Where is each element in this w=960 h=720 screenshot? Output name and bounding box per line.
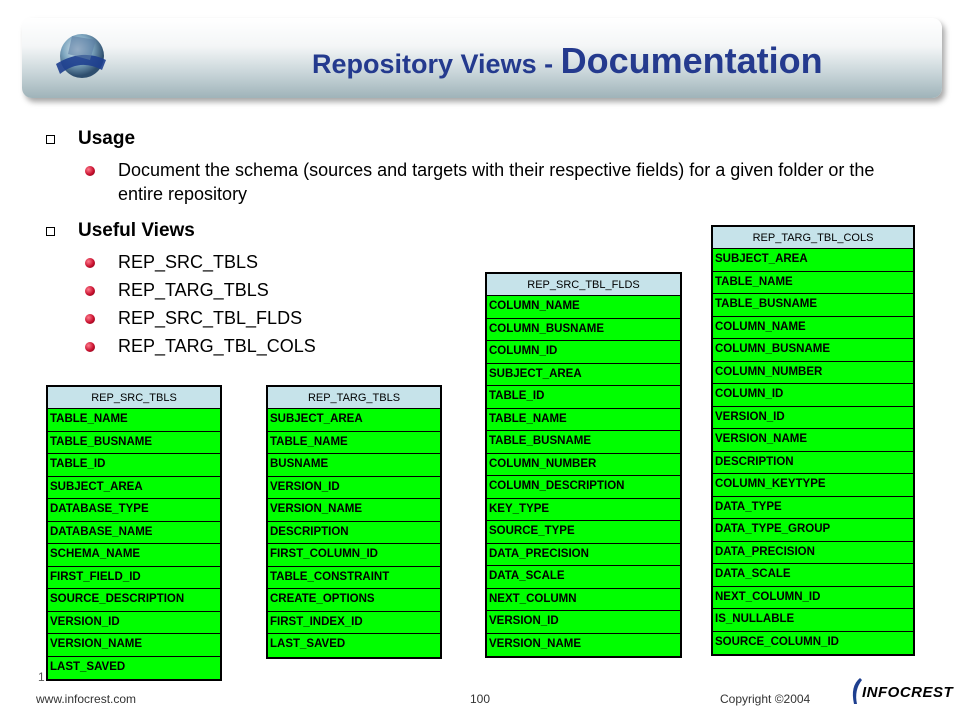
- table-row: COLUMN_ID: [713, 384, 913, 407]
- table-row: VERSION_ID: [713, 407, 913, 430]
- title-main: Documentation: [560, 40, 823, 81]
- table-row: TABLE_NAME: [487, 409, 680, 432]
- title-prefix: Repository Views -: [312, 49, 561, 79]
- round-bullet-icon: [85, 258, 95, 268]
- table-row: SOURCE_COLUMN_ID: [713, 632, 913, 655]
- table-row: DATA_TYPE_GROUP: [713, 519, 913, 542]
- table-row: LAST_SAVED: [48, 657, 220, 680]
- table-row: DATA_TYPE: [713, 497, 913, 520]
- view-item-label: REP_SRC_TBL_FLDS: [118, 308, 303, 328]
- round-bullet-icon: [85, 314, 95, 324]
- table-row: TABLE_NAME: [268, 432, 440, 455]
- table-row: TABLE_ID: [48, 454, 220, 477]
- table-header: REP_SRC_TBLS: [48, 387, 220, 409]
- table-row: COLUMN_ID: [487, 341, 680, 364]
- table-row: SUBJECT_AREA: [487, 364, 680, 387]
- table-row: VERSION_NAME: [48, 634, 220, 657]
- table-row: COLUMN_NAME: [713, 317, 913, 340]
- table-rep-targ-tbl-cols: [711, 225, 915, 656]
- table-rep-src-tbls: [46, 385, 222, 681]
- table-row: DATA_PRECISION: [713, 542, 913, 565]
- table-row: DESCRIPTION: [713, 452, 913, 475]
- table-row: VERSION_ID: [487, 611, 680, 634]
- table-row: FIRST_COLUMN_ID: [268, 544, 440, 567]
- round-bullet-icon: [85, 286, 95, 296]
- table-row: TABLE_NAME: [48, 409, 220, 432]
- table-header: REP_TARG_TBLS: [268, 387, 440, 409]
- square-bullet-icon: [46, 227, 55, 236]
- round-bullet-icon: [85, 166, 95, 176]
- table-row: VERSION_NAME: [713, 429, 913, 452]
- table-row: VERSION_ID: [48, 612, 220, 635]
- table-row: COLUMN_NUMBER: [713, 362, 913, 385]
- table-header: REP_SRC_TBL_FLDS: [487, 274, 680, 296]
- usage-text: Document the schema (sources and targets with their respective fields) for a given folder or the entire repository: [118, 160, 875, 204]
- view-item-label: REP_TARG_TBLS: [118, 280, 269, 300]
- table-row: COLUMN_BUSNAME: [713, 339, 913, 362]
- table-row: VERSION_NAME: [268, 499, 440, 522]
- view-item-label: REP_TARG_TBL_COLS: [118, 336, 316, 356]
- table-row: TABLE_NAME: [713, 272, 913, 295]
- table-row: TABLE_BUSNAME: [713, 294, 913, 317]
- table-rep-src-tbl-flds: [485, 272, 682, 658]
- table-row: COLUMN_KEYTYPE: [713, 474, 913, 497]
- usage-heading: [46, 128, 896, 158]
- globe-logo-icon: [52, 30, 108, 86]
- page-title: [312, 40, 823, 82]
- views-heading-text: Useful Views: [78, 220, 195, 241]
- table-row: VERSION_ID: [268, 477, 440, 500]
- slide-number: 1: [38, 670, 45, 684]
- footer-url: www.infocrest.com: [36, 692, 137, 706]
- table-row: DATA_SCALE: [713, 564, 913, 587]
- table-row: KEY_TYPE: [487, 499, 680, 522]
- table-row: TABLE_BUSNAME: [48, 432, 220, 455]
- table-row: SCHEMA_NAME: [48, 544, 220, 567]
- usage-heading-text: Usage: [78, 128, 136, 149]
- table-row: IS_NULLABLE: [713, 609, 913, 632]
- table-row: COLUMN_NAME: [487, 296, 680, 319]
- round-bullet-icon: [85, 342, 95, 352]
- table-row: NEXT_COLUMN: [487, 589, 680, 612]
- table-row: NEXT_COLUMN_ID: [713, 587, 913, 610]
- table-row: CREATE_OPTIONS: [268, 589, 440, 612]
- table-row: DATA_PRECISION: [487, 544, 680, 567]
- table-row: TABLE_CONSTRAINT: [268, 567, 440, 590]
- table-row: DATA_SCALE: [487, 566, 680, 589]
- page-number: 100: [470, 692, 491, 706]
- usage-item: [46, 158, 896, 212]
- table-row: VERSION_NAME: [487, 634, 680, 657]
- square-bullet-icon: [46, 135, 55, 144]
- table-row: SOURCE_TYPE: [487, 521, 680, 544]
- table-row: DESCRIPTION: [268, 522, 440, 545]
- table-rep-targ-tbls: [266, 385, 442, 659]
- table-row: FIRST_INDEX_ID: [268, 612, 440, 635]
- copyright: Copyright ©2004: [720, 692, 811, 706]
- table-row: COLUMN_DESCRIPTION: [487, 476, 680, 499]
- table-row: LAST_SAVED: [268, 634, 440, 657]
- table-row: SUBJECT_AREA: [268, 409, 440, 432]
- table-row: TABLE_ID: [487, 386, 680, 409]
- table-row: SUBJECT_AREA: [48, 477, 220, 500]
- table-row: SUBJECT_AREA: [713, 249, 913, 272]
- logo-text: INFOCREST: [862, 684, 954, 701]
- table-row: COLUMN_NUMBER: [487, 454, 680, 477]
- table-row: SOURCE_DESCRIPTION: [48, 589, 220, 612]
- table-row: DATABASE_NAME: [48, 522, 220, 545]
- table-row: TABLE_BUSNAME: [487, 431, 680, 454]
- infocrest-logo: [848, 676, 954, 706]
- table-row: FIRST_FIELD_ID: [48, 567, 220, 590]
- table-header: REP_TARG_TBL_COLS: [713, 227, 913, 249]
- title-banner: [22, 18, 942, 98]
- table-row: DATABASE_TYPE: [48, 499, 220, 522]
- table-row: BUSNAME: [268, 454, 440, 477]
- view-item-label: REP_SRC_TBLS: [118, 252, 259, 272]
- table-row: COLUMN_BUSNAME: [487, 319, 680, 342]
